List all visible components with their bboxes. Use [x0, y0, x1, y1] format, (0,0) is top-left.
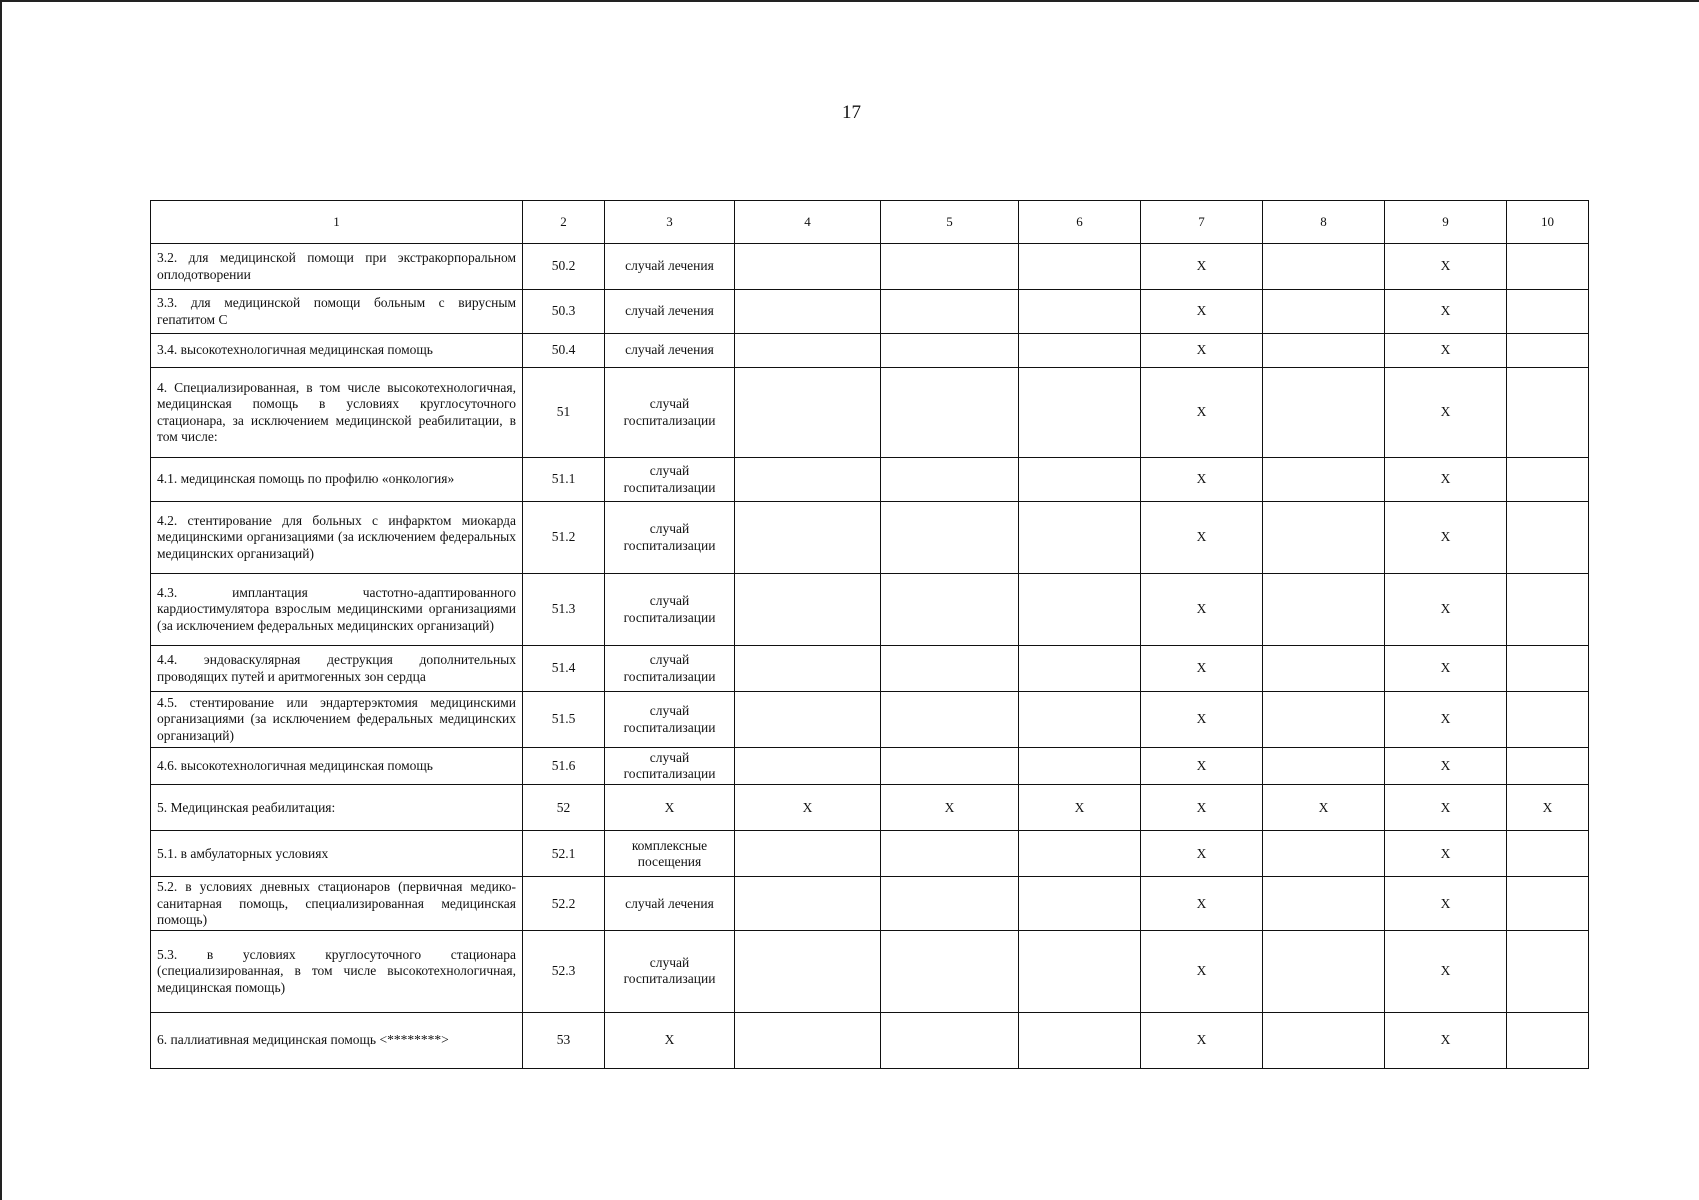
- column-header: 4: [735, 201, 881, 244]
- row-code-cell: 51.3: [523, 574, 605, 646]
- row-value-cell: X: [1385, 458, 1507, 502]
- table-row: [151, 831, 1589, 877]
- row-value-cell: [1019, 574, 1141, 646]
- table-row: [151, 368, 1589, 458]
- row-value-cell: X: [1385, 831, 1507, 877]
- row-value-cell: [1263, 646, 1385, 692]
- row-value-cell: X: [1141, 334, 1263, 368]
- row-value-cell: [1263, 290, 1385, 334]
- row-value-cell: [1263, 877, 1385, 931]
- row-unit-cell: случай госпитализации: [605, 368, 735, 458]
- row-value-cell: [735, 334, 881, 368]
- column-header: 5: [881, 201, 1019, 244]
- row-value-cell: [1263, 502, 1385, 574]
- row-value-cell: X: [1141, 748, 1263, 785]
- table-row: [151, 502, 1589, 574]
- table-row: [151, 334, 1589, 368]
- row-value-cell: X: [1385, 334, 1507, 368]
- row-code-cell: 50.4: [523, 334, 605, 368]
- row-value-cell: [1019, 244, 1141, 290]
- row-value-cell: [1507, 877, 1589, 931]
- row-value-cell: [1263, 458, 1385, 502]
- row-value-cell: X: [1507, 785, 1589, 831]
- row-unit-cell: случай госпитализации: [605, 748, 735, 785]
- page-number: 17: [842, 102, 861, 123]
- row-value-cell: [881, 831, 1019, 877]
- row-value-cell: X: [1385, 748, 1507, 785]
- row-unit-cell: случай госпитализации: [605, 646, 735, 692]
- table-row: [151, 244, 1589, 290]
- row-code-cell: 52.1: [523, 831, 605, 877]
- row-value-cell: [1507, 930, 1589, 1012]
- row-value-cell: [1263, 831, 1385, 877]
- row-value-cell: [1263, 368, 1385, 458]
- row-value-cell: X: [1141, 877, 1263, 931]
- row-value-cell: X: [1385, 1012, 1507, 1068]
- row-value-cell: [735, 1012, 881, 1068]
- row-value-cell: [1019, 748, 1141, 785]
- row-name-cell: 4. Специализированная, в том числе высокотехнологичная, медицинская помощь в условиях круглосуточного стационара, за исключением медицинской реабилитации, в том числе:: [151, 368, 523, 458]
- row-unit-cell: случай госпитализации: [605, 930, 735, 1012]
- row-value-cell: X: [1385, 877, 1507, 931]
- row-value-cell: [1263, 574, 1385, 646]
- row-value-cell: X: [1141, 831, 1263, 877]
- column-header: 10: [1507, 201, 1589, 244]
- row-value-cell: [1507, 748, 1589, 785]
- row-name-cell: 4.5. стентирование или эндартерэктомия медицинскими организациями (за исключением федеральных медицинских организаций): [151, 692, 523, 748]
- row-name-cell: 4.2. стентирование для больных с инфарктом миокарда медицинскими организациями (за исключением федеральных медицинских организаций): [151, 502, 523, 574]
- row-unit-cell: случай лечения: [605, 334, 735, 368]
- row-value-cell: [881, 748, 1019, 785]
- row-name-cell: 4.1. медицинская помощь по профилю «онкология»: [151, 458, 523, 502]
- row-value-cell: [1263, 692, 1385, 748]
- row-name-cell: 4.6. высокотехнологичная медицинская помощь: [151, 748, 523, 785]
- row-value-cell: X: [1141, 458, 1263, 502]
- row-value-cell: [735, 458, 881, 502]
- row-value-cell: [1507, 646, 1589, 692]
- row-value-cell: [735, 930, 881, 1012]
- row-value-cell: [735, 877, 881, 931]
- row-value-cell: X: [1141, 290, 1263, 334]
- row-code-cell: 50.3: [523, 290, 605, 334]
- row-value-cell: [881, 368, 1019, 458]
- row-value-cell: [1019, 877, 1141, 931]
- row-value-cell: [735, 290, 881, 334]
- row-value-cell: X: [1385, 502, 1507, 574]
- row-value-cell: X: [1141, 692, 1263, 748]
- row-value-cell: [881, 646, 1019, 692]
- row-value-cell: X: [1385, 785, 1507, 831]
- row-value-cell: [735, 692, 881, 748]
- row-value-cell: [881, 692, 1019, 748]
- row-value-cell: [735, 368, 881, 458]
- row-name-cell: 5.1. в амбулаторных условиях: [151, 831, 523, 877]
- row-value-cell: X: [1141, 930, 1263, 1012]
- row-unit-cell: X: [605, 1012, 735, 1068]
- row-unit-cell: X: [605, 785, 735, 831]
- column-header: 2: [523, 201, 605, 244]
- row-name-cell: 4.4. эндоваскулярная деструкция дополнительных проводящих путей и аритмогенных зон сердца: [151, 646, 523, 692]
- row-code-cell: 51: [523, 368, 605, 458]
- row-value-cell: X: [1141, 502, 1263, 574]
- table-row: [151, 877, 1589, 931]
- row-unit-cell: случай госпитализации: [605, 458, 735, 502]
- row-value-cell: [1507, 290, 1589, 334]
- row-unit-cell: комплексные посещения: [605, 831, 735, 877]
- row-value-cell: [1507, 502, 1589, 574]
- row-value-cell: [735, 646, 881, 692]
- table-row: [151, 785, 1589, 831]
- row-unit-cell: случай госпитализации: [605, 692, 735, 748]
- row-value-cell: X: [1141, 785, 1263, 831]
- row-name-cell: 5. Медицинская реабилитация:: [151, 785, 523, 831]
- column-header: 9: [1385, 201, 1507, 244]
- row-name-cell: 6. паллиативная медицинская помощь <********>: [151, 1012, 523, 1068]
- row-value-cell: [1507, 334, 1589, 368]
- row-value-cell: X: [1141, 646, 1263, 692]
- row-value-cell: X: [1385, 646, 1507, 692]
- column-header: 7: [1141, 201, 1263, 244]
- row-code-cell: 52.3: [523, 930, 605, 1012]
- row-value-cell: [1019, 930, 1141, 1012]
- row-value-cell: [1263, 1012, 1385, 1068]
- table-row: [151, 646, 1589, 692]
- row-value-cell: [1507, 368, 1589, 458]
- row-value-cell: [1507, 692, 1589, 748]
- row-value-cell: [1263, 244, 1385, 290]
- row-unit-cell: случай лечения: [605, 290, 735, 334]
- row-name-cell: 5.2. в условиях дневных стационаров (первичная медико-санитарная помощь, специализированная медицинская помощь): [151, 877, 523, 931]
- row-value-cell: X: [1385, 368, 1507, 458]
- row-value-cell: [881, 930, 1019, 1012]
- row-code-cell: 51.1: [523, 458, 605, 502]
- row-code-cell: 51.2: [523, 502, 605, 574]
- table-row: [151, 748, 1589, 785]
- row-value-cell: [1507, 244, 1589, 290]
- row-value-cell: [735, 748, 881, 785]
- row-value-cell: X: [1141, 368, 1263, 458]
- row-value-cell: X: [1385, 930, 1507, 1012]
- row-code-cell: 51.4: [523, 646, 605, 692]
- row-value-cell: [881, 502, 1019, 574]
- row-value-cell: [881, 458, 1019, 502]
- row-value-cell: [1019, 692, 1141, 748]
- row-name-cell: 4.3. имплантация частотно-адаптированного кардиостимулятора взрослым медицинскими организациями (за исключением федеральных медицинских организаций): [151, 574, 523, 646]
- row-value-cell: X: [1141, 1012, 1263, 1068]
- table-row: [151, 458, 1589, 502]
- row-code-cell: 51.5: [523, 692, 605, 748]
- row-unit-cell: случай лечения: [605, 244, 735, 290]
- row-value-cell: X: [881, 785, 1019, 831]
- column-header: 1: [151, 201, 523, 244]
- row-value-cell: [1019, 458, 1141, 502]
- table-row: [151, 692, 1589, 748]
- row-value-cell: [735, 574, 881, 646]
- row-value-cell: [881, 574, 1019, 646]
- row-name-cell: 3.4. высокотехнологичная медицинская помощь: [151, 334, 523, 368]
- row-value-cell: [1507, 1012, 1589, 1068]
- row-value-cell: [1019, 1012, 1141, 1068]
- row-value-cell: [1263, 334, 1385, 368]
- row-value-cell: X: [1385, 574, 1507, 646]
- row-value-cell: [1263, 930, 1385, 1012]
- row-unit-cell: случай госпитализации: [605, 502, 735, 574]
- row-value-cell: X: [1019, 785, 1141, 831]
- row-value-cell: [1019, 334, 1141, 368]
- row-value-cell: [1507, 458, 1589, 502]
- row-unit-cell: случай госпитализации: [605, 574, 735, 646]
- row-value-cell: X: [1385, 692, 1507, 748]
- row-value-cell: [1019, 368, 1141, 458]
- table-header-row: [151, 201, 1589, 244]
- row-value-cell: [1263, 748, 1385, 785]
- row-value-cell: [881, 244, 1019, 290]
- row-value-cell: X: [735, 785, 881, 831]
- row-value-cell: [881, 290, 1019, 334]
- row-code-cell: 52: [523, 785, 605, 831]
- row-value-cell: [1507, 574, 1589, 646]
- row-name-cell: 3.3. для медицинской помощи больным с вирусным гепатитом С: [151, 290, 523, 334]
- row-name-cell: 5.3. в условиях круглосуточного стационара (специализированная, в том числе высокотехнологичная, медицинская помощь): [151, 930, 523, 1012]
- table-row: [151, 930, 1589, 1012]
- row-value-cell: [1019, 646, 1141, 692]
- row-unit-cell: случай лечения: [605, 877, 735, 931]
- row-value-cell: [1507, 831, 1589, 877]
- row-code-cell: 51.6: [523, 748, 605, 785]
- row-value-cell: [735, 831, 881, 877]
- table-row: [151, 574, 1589, 646]
- column-header: 8: [1263, 201, 1385, 244]
- row-value-cell: X: [1141, 244, 1263, 290]
- column-header: 6: [1019, 201, 1141, 244]
- column-header: 3: [605, 201, 735, 244]
- row-value-cell: [1019, 831, 1141, 877]
- row-value-cell: X: [1263, 785, 1385, 831]
- row-value-cell: [735, 502, 881, 574]
- row-value-cell: [881, 877, 1019, 931]
- data-table: [150, 200, 1589, 1069]
- row-value-cell: [881, 1012, 1019, 1068]
- row-code-cell: 50.2: [523, 244, 605, 290]
- row-code-cell: 53: [523, 1012, 605, 1068]
- row-value-cell: [881, 334, 1019, 368]
- row-value-cell: [1019, 502, 1141, 574]
- row-value-cell: [1019, 290, 1141, 334]
- table-row: [151, 290, 1589, 334]
- table-row: [151, 1012, 1589, 1068]
- row-name-cell: 3.2. для медицинской помощи при экстракорпоральном оплодотворении: [151, 244, 523, 290]
- row-value-cell: [735, 244, 881, 290]
- row-value-cell: X: [1385, 244, 1507, 290]
- row-value-cell: X: [1385, 290, 1507, 334]
- row-code-cell: 52.2: [523, 877, 605, 931]
- row-value-cell: X: [1141, 574, 1263, 646]
